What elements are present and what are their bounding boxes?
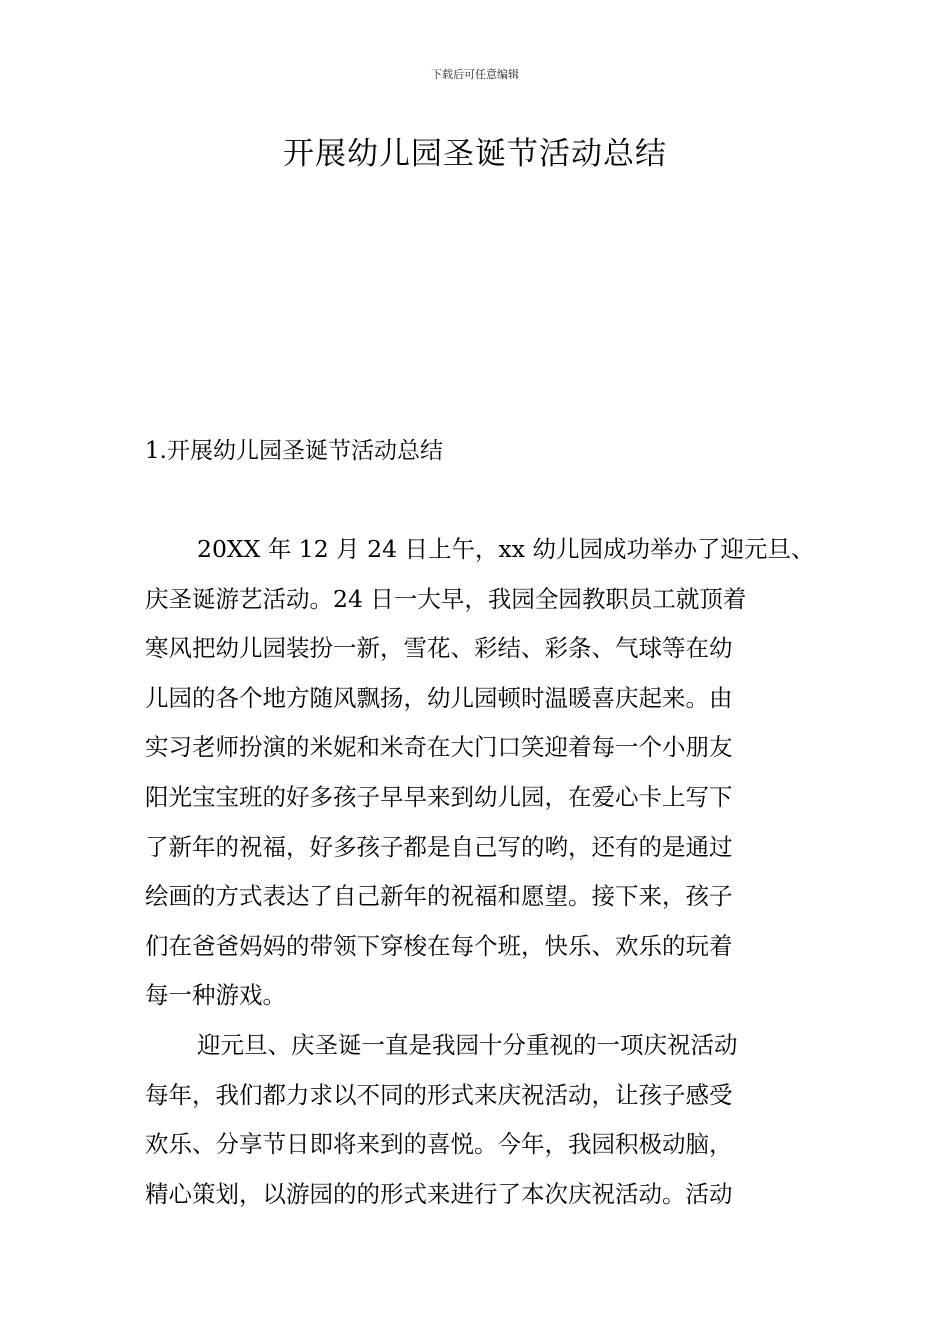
header-note: 下载后可任意编辑	[431, 68, 519, 81]
paragraph-line: 了新年的祝福，好多孩子都是自己写的哟，还有的是通过	[145, 832, 733, 861]
paragraph-line: 迎元旦、庆圣诞一直是我园十分重视的一项庆祝活动	[197, 1031, 738, 1059]
paragraph-line: 庆圣诞游艺活动。24 日一大早，我园全园教职员工就顶着	[145, 584, 747, 613]
paragraph-line: 们在爸爸妈妈的带领下穿梭在每个班，快乐、欢乐的玩着	[145, 931, 733, 960]
paragraph-line: 每一种游戏。	[145, 981, 286, 1010]
paragraph-2	[145, 1021, 815, 1219]
section-heading: 1.开展幼儿园圣诞节活动总结	[145, 438, 443, 464]
paragraph-line: 实习老师扮演的米妮和米奇在大门口笑迎着每一个小朋友	[145, 733, 733, 762]
paragraph-line: 每年，我们都力求以不同的形式来庆祝活动，让孩子感受	[145, 1080, 733, 1109]
paragraph-1	[145, 525, 815, 1021]
paragraph-line: 欢乐、分享节日即将来到的喜悦。今年，我园积极动脑，	[145, 1130, 733, 1159]
paragraph-line: 寒风把幼儿园装扮一新，雪花、彩结、彩条、气球等在幼	[145, 634, 733, 663]
document-title: 开展幼儿园圣诞节活动总结	[283, 136, 667, 172]
paragraph-line: 精心策划，以游园的的形式来进行了本次庆祝活动。活动	[145, 1179, 733, 1208]
paragraph-line: 阳光宝宝班的好多孩子早早来到幼儿园，在爱心卡上写下	[145, 782, 733, 811]
paragraph-line: 儿园的各个地方随风飘扬，幼儿园顿时温暖喜庆起来。由	[145, 683, 733, 712]
paragraph-line: 绘画的方式表达了自己新年的祝福和愿望。接下来，孩子	[145, 882, 733, 911]
paragraph-line: 20XX 年 12 月 24 日上午，xx 幼儿园成功举办了迎元旦、	[197, 535, 815, 563]
